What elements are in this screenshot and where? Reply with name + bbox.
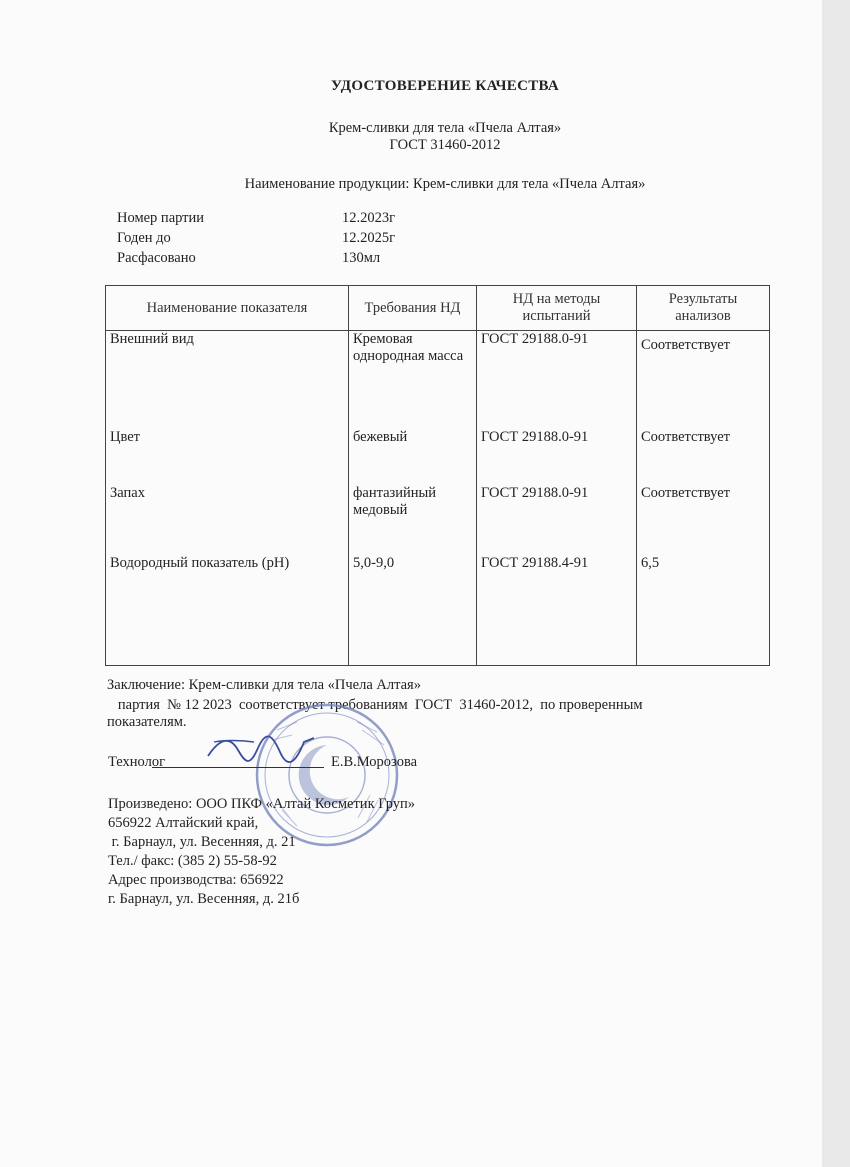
table-header-row <box>106 286 770 331</box>
manufacturer-line-2: 656922 Алтайский край, <box>108 815 259 831</box>
table-row <box>106 555 770 666</box>
header-result: Результаты анализов <box>637 286 770 331</box>
manufacturer-line-3: г. Барнаул, ул. Весенняя, д. 21 <box>108 834 296 850</box>
header-indicator: Наименование показателя <box>106 286 349 331</box>
product-subtitle: Крем-сливки для тела «Пчела Алтая» <box>328 120 562 136</box>
batch-number-label: Номер партии <box>117 210 205 226</box>
indicator-cell: Цвет <box>106 429 349 485</box>
header-requirement: Требования НД <box>349 286 477 331</box>
method-cell: ГОСТ 29188.4-91 <box>477 555 637 666</box>
result-cell: Соответствует <box>637 331 770 430</box>
table-row <box>106 331 770 430</box>
method-cell: ГОСТ 29188.0-91 <box>477 331 637 430</box>
indicator-cell: Внешний вид <box>106 331 349 430</box>
manufacturer-line-1: Произведено: ООО ПКФ «Алтай Косметик Груп» <box>108 796 416 812</box>
result-cell: Соответствует <box>637 429 770 485</box>
result-cell: 6,5 <box>637 555 770 666</box>
requirement-cell: 5,0-9,0 <box>349 555 477 666</box>
manufacturer-line-6: г. Барнаул, ул. Весенняя, д. 21б <box>108 891 300 907</box>
requirement-cell: бежевый <box>349 429 477 485</box>
requirement-cell: фантазийный медовый <box>349 485 477 555</box>
conclusion-line-3: показателям. <box>107 714 187 730</box>
signature-line <box>152 767 324 768</box>
header-method: НД на методы испытаний <box>477 286 637 331</box>
batch-number-value: 12.2023г <box>342 210 396 226</box>
method-cell: ГОСТ 29188.0-91 <box>477 429 637 485</box>
indicator-cell: Запах <box>106 485 349 555</box>
product-name-line: Наименование продукции: Крем-сливки для тела «Пчела Алтая» <box>244 176 646 192</box>
expiry-value: 12.2025г <box>342 230 396 246</box>
packaging-value: 130мл <box>342 250 381 266</box>
document-title: УДОСТОВЕРЕНИЕ КАЧЕСТВА <box>330 78 559 94</box>
result-cell: Соответствует <box>637 485 770 555</box>
table-row <box>106 429 770 485</box>
conclusion-line-1: Заключение: Крем-сливки для тела «Пчела Алтая» <box>107 677 421 693</box>
manufacturer-line-4: Тел./ факс: (385 2) 55-58-92 <box>108 853 277 869</box>
signature-role: Технолог <box>108 754 166 770</box>
method-cell: ГОСТ 29188.0-91 <box>477 485 637 555</box>
company-seal-stamp <box>252 700 402 850</box>
quality-indicators-table <box>105 285 770 666</box>
indicator-cell: Водородный показатель (рН) <box>106 555 349 666</box>
conclusion-line-2: партия № 12 2023 соответствует требованиям ГОСТ 31460-2012, по проверенным <box>107 697 643 713</box>
requirement-cell: Кремовая однородная масса <box>349 331 477 430</box>
table-row <box>106 485 770 555</box>
standard-subtitle: ГОСТ 31460-2012 <box>389 137 501 153</box>
signature-name: Е.В.Морозова <box>331 754 418 770</box>
expiry-label: Годен до <box>117 230 171 246</box>
packaging-label: Расфасовано <box>117 250 196 266</box>
manufacturer-line-5: Адрес производства: 656922 <box>108 872 284 888</box>
